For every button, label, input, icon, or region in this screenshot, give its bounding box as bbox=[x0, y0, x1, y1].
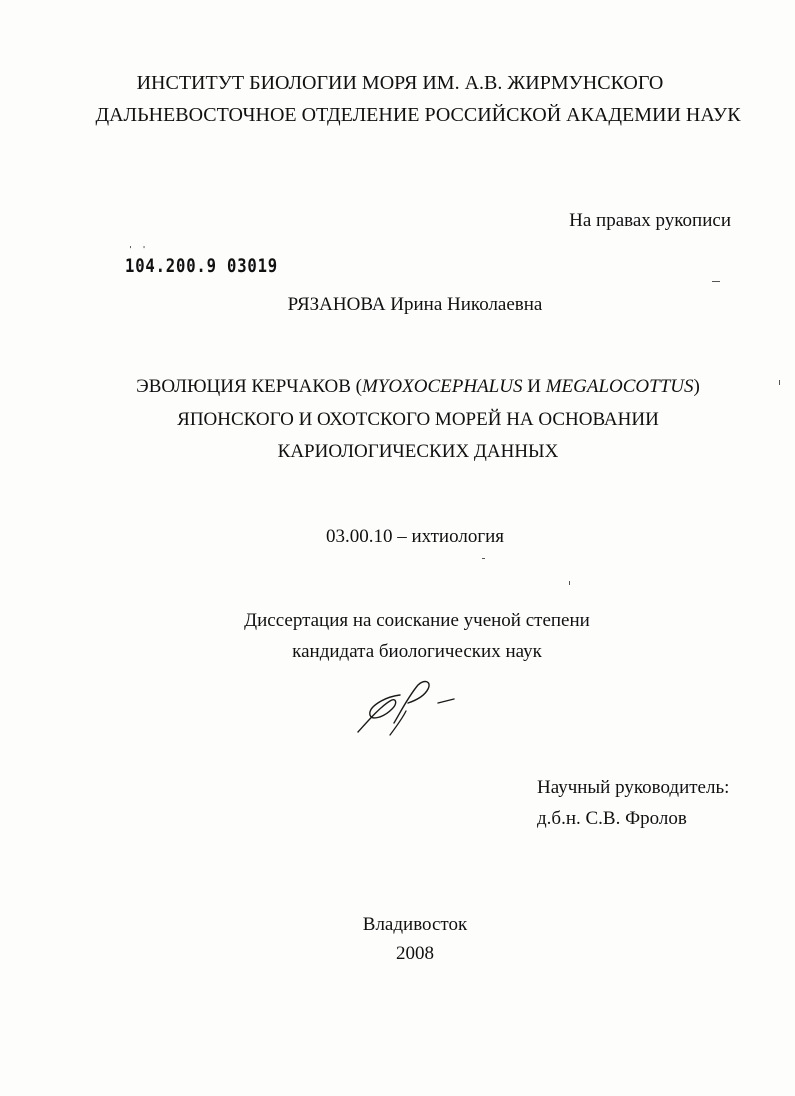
thesis-title-line3: КАРИОЛОГИЧЕСКИХ ДАННЫХ bbox=[277, 441, 559, 462]
registration-stamp: 104.200.9 03019 bbox=[125, 255, 279, 277]
scan-speck bbox=[569, 581, 570, 585]
institute-branch: ДАЛЬНЕВОСТОЧНОЕ ОТДЕЛЕНИЕ РОССИЙСКОЙ АКАДЕМИИ НАУК bbox=[95, 104, 741, 126]
title-suffix: ) bbox=[693, 376, 700, 397]
scan-speck bbox=[482, 558, 485, 559]
year: 2008 bbox=[396, 943, 434, 964]
author-signature bbox=[350, 677, 470, 739]
title-genus-megalocottus: MEGALOCOTTUS bbox=[545, 376, 694, 397]
dissertation-degree-line1: Диссертация на соискание ученой степени bbox=[244, 610, 590, 631]
title-prefix: ЭВОЛЮЦИЯ КЕРЧАКОВ ( bbox=[136, 376, 363, 397]
scan-speck bbox=[779, 380, 780, 385]
city: Владивосток bbox=[362, 914, 468, 935]
thesis-title-line1 bbox=[0, 376, 795, 398]
specialty-code: 03.00.10 – ихтиология bbox=[325, 526, 505, 547]
title-genus-myoxocephalus: MYOXOCEPHALUS bbox=[362, 376, 523, 397]
scan-speck bbox=[712, 281, 720, 282]
author-name: РЯЗАНОВА Ирина Николаевна bbox=[287, 294, 543, 315]
supervisor-name: д.б.н. С.В. Фролов bbox=[537, 808, 687, 829]
thesis-title-line2: ЯПОНСКОГО И ОХОТСКОГО МОРЕЙ НА ОСНОВАНИИ bbox=[177, 409, 659, 430]
dissertation-degree-line2: кандидата биологических наук bbox=[292, 641, 542, 662]
supervisor-label: Научный руководитель: bbox=[537, 777, 730, 798]
title-conjunction: И bbox=[522, 376, 546, 397]
rights-note: На правах рукописи bbox=[569, 210, 731, 231]
institute-name: ИНСТИТУТ БИОЛОГИИ МОРЯ ИМ. А.В. ЖИРМУНСКОГО bbox=[136, 72, 664, 94]
stamp-marks: ' ' bbox=[128, 245, 149, 254]
